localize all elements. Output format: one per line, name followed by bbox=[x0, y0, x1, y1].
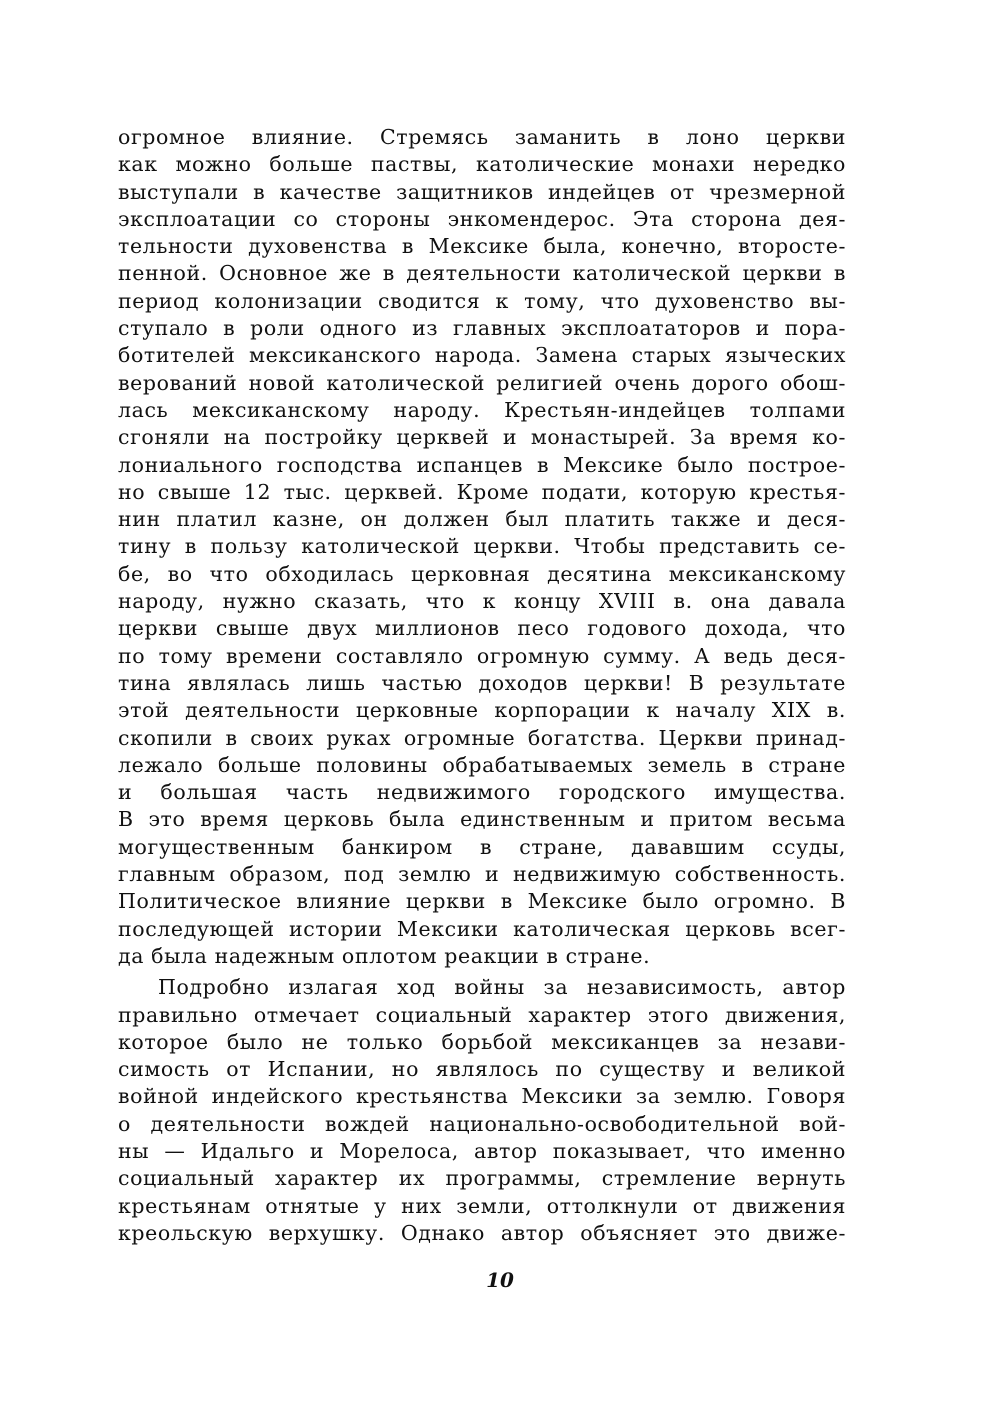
text-line: лониального господства испанцев в Мексике было построе- bbox=[118, 452, 846, 477]
text-line: нин платил казне, он должен был платить также и деся- bbox=[118, 507, 846, 532]
text-line: бе, во что обходилась церковная десятина мексиканскому bbox=[118, 561, 846, 586]
text-line: огромное влияние. Стремясь заманить в лоно церкви bbox=[118, 125, 846, 149]
text-line: крестьянам отнятые у них земли, оттолкнули от движения bbox=[118, 1193, 846, 1218]
body-text bbox=[118, 124, 846, 1247]
text-line: период колонизации сводится к тому, что духовенство вы- bbox=[118, 288, 846, 313]
text-line: симость от Испании, но являлось по существу и великой bbox=[118, 1057, 846, 1082]
paragraph-1 bbox=[118, 124, 846, 970]
text-line: В это время церковь была единственным и притом весьма bbox=[118, 807, 846, 832]
text-line: эксплоатации со стороны энкомендерос. Эта сторона дея- bbox=[118, 206, 846, 231]
text-line: ступало в роли одного из главных эксплоататоров и пора- bbox=[118, 316, 846, 341]
text-line: правильно отмечает социальный характер этого движения, bbox=[118, 1002, 846, 1027]
text-line: могущественным банкиром в стране, дававшим ссуды, bbox=[118, 834, 846, 859]
paragraph-2 bbox=[118, 974, 846, 1247]
text-line: тельности духовенства в Мексике была, конечно, второсте- bbox=[118, 234, 846, 259]
text-line: креольскую верхушку. Однако автор объясняет это движе- bbox=[118, 1220, 846, 1245]
text-line: лась мексиканскому народу. Крестьян-индейцев толпами bbox=[118, 397, 846, 422]
page-number: 10 bbox=[486, 1268, 514, 1292]
text-line: по тому времени составляло огромную сумму. А ведь деся- bbox=[118, 643, 846, 668]
text-line: последующей истории Мексики католическая церковь всег- bbox=[118, 916, 846, 941]
text-line: выступали в качестве защитников индейцев от чрезмерной bbox=[118, 179, 846, 204]
text-line: как можно больше паствы, католические монахи нередко bbox=[118, 152, 846, 177]
text-line: ны — Идальго и Морелоса, автор показывает, что именно bbox=[118, 1138, 846, 1163]
text-line: верований новой католической религией очень дорого обош- bbox=[118, 370, 846, 395]
text-line: лежало больше половины обрабатываемых земель в стране bbox=[118, 752, 846, 777]
text-line: тину в пользу католической церкви. Чтобы представить се- bbox=[118, 534, 846, 559]
text-line: ботителей мексиканского народа. Замена старых языческих bbox=[118, 343, 846, 368]
text-line: церкви свыше двух миллионов песо годового дохода, что bbox=[118, 616, 846, 641]
text-line: Подробно излагая ход войны за независимость, автор bbox=[158, 975, 846, 1000]
text-line: народу, нужно сказать, что к концу XVIII в. она давала bbox=[118, 589, 846, 614]
text-line: Политическое влияние церкви в Мексике было огромно. В bbox=[118, 889, 846, 914]
text-line: главным образом, под землю и недвижимую собственность. bbox=[118, 862, 846, 887]
text-line: этой деятельности церковные корпорации к началу XIX в. bbox=[118, 698, 846, 723]
text-line: пенной. Основное же в деятельности католической церкви в bbox=[118, 261, 846, 286]
text-line: но свыше 12 тыс. церквей. Кроме подати, которую крестья- bbox=[118, 479, 846, 504]
text-line: сгоняли на постройку церквей и монастырей. За время ко- bbox=[118, 425, 846, 450]
text-line: социальный характер их программы, стремление вернуть bbox=[118, 1166, 846, 1191]
text-line: тина являлась лишь частью доходов церкви! В результате bbox=[118, 670, 846, 695]
text-line: скопили в своих руках огромные богатства. Церкви принад- bbox=[118, 725, 846, 750]
text-line: которое было не только борьбой мексиканцев за незави- bbox=[118, 1029, 846, 1054]
text-line: о деятельности вождей национально-освободительной вой- bbox=[118, 1111, 846, 1136]
text-line: и большая часть недвижимого городского имущества. bbox=[118, 780, 846, 805]
text-line: да была надежным оплотом реакции в стране. bbox=[118, 943, 651, 968]
text-line: войной индейского крестьянства Мексики за землю. Говоря bbox=[118, 1084, 846, 1109]
